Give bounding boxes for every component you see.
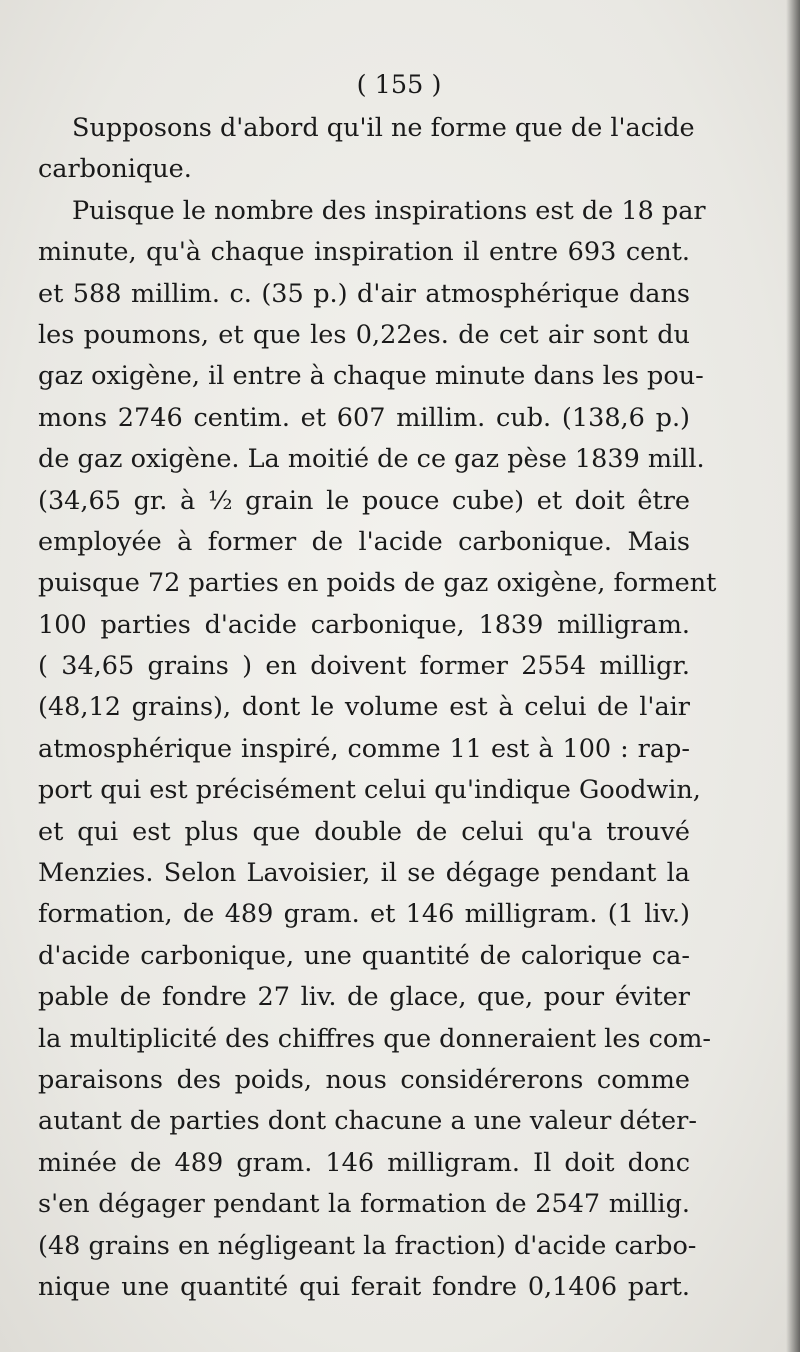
text-line: autant de parties dont chacune a une valeur déter- (38, 1106, 697, 1137)
text-line: 100 parties d'acide carbonique, 1839 milligram. (38, 609, 690, 640)
text-line: s'en dégager pendant la formation de 2547 millig. (38, 1189, 690, 1220)
text-line: (48,12 grains), dont le volume est à celui de l'air (38, 692, 690, 723)
text-line: minute, qu'à chaque inspiration il entre 693 cent. (38, 237, 690, 268)
page-number: ( 155 ) (356, 70, 442, 100)
text-line: pable de fondre 27 liv. de glace, que, pour éviter (38, 982, 690, 1013)
text-line: port qui est précisément celui qu'indique Goodwin, (38, 775, 701, 806)
page-edge-shadow (786, 0, 800, 1352)
text-line: Supposons d'abord qu'il ne forme que de l'acide (72, 113, 695, 143)
text-line: et qui est plus que double de celui qu'a trouvé (38, 816, 690, 847)
text-line: puisque 72 parties en poids de gaz oxigène, forment (38, 568, 717, 599)
text-line: et 588 millim. c. (35 p.) d'air atmosphérique dans (38, 278, 690, 309)
text-line: minée de 489 gram. 146 milligram. Il doit donc (38, 1147, 690, 1178)
text-line: (48 grains en négligeant la fraction) d'acide carbo- (38, 1230, 697, 1261)
text-line: mons 2746 centim. et 607 millim. cub. (138,6 p.) (38, 402, 690, 433)
text-line: carbonique. (38, 154, 192, 185)
text-line: formation, de 489 gram. et 146 milligram. (1 liv.) (38, 899, 690, 930)
text-line: ( 34,65 grains ) en doivent former 2554 milligr. (38, 651, 690, 682)
text-line: atmosphérique inspiré, comme 11 est à 100 : rap- (38, 733, 690, 764)
text-line: de gaz oxigène. La moitié de ce gaz pèse 1839 mill. (38, 444, 705, 475)
text-line: gaz oxigène, il entre à chaque minute dans les pou- (38, 361, 704, 392)
page-text (38, 62, 717, 1308)
text-line: d'acide carbonique, une quantité de calorique ca- (38, 940, 690, 971)
text-line: la multiplicité des chiffres que donneraient les com- (38, 1023, 712, 1054)
text-line: Puisque le nombre des inspirations est de 18 par (72, 195, 706, 226)
text-line: paraisons des poids, nous considérerons comme (38, 1064, 690, 1095)
text-line: Menzies. Selon Lavoisier, il se dégage pendant la (38, 858, 690, 889)
text-line: nique une quantité qui ferait fondre 0,1406 part. (38, 1271, 690, 1302)
text-line: (34,65 gr. à ½ grain le pouce cube) et doit être (38, 485, 690, 516)
text-line: employée à former de l'acide carbonique. Mais (38, 526, 690, 557)
text-line: les poumons, et que les 0,22es. de cet air sont du (38, 319, 690, 350)
